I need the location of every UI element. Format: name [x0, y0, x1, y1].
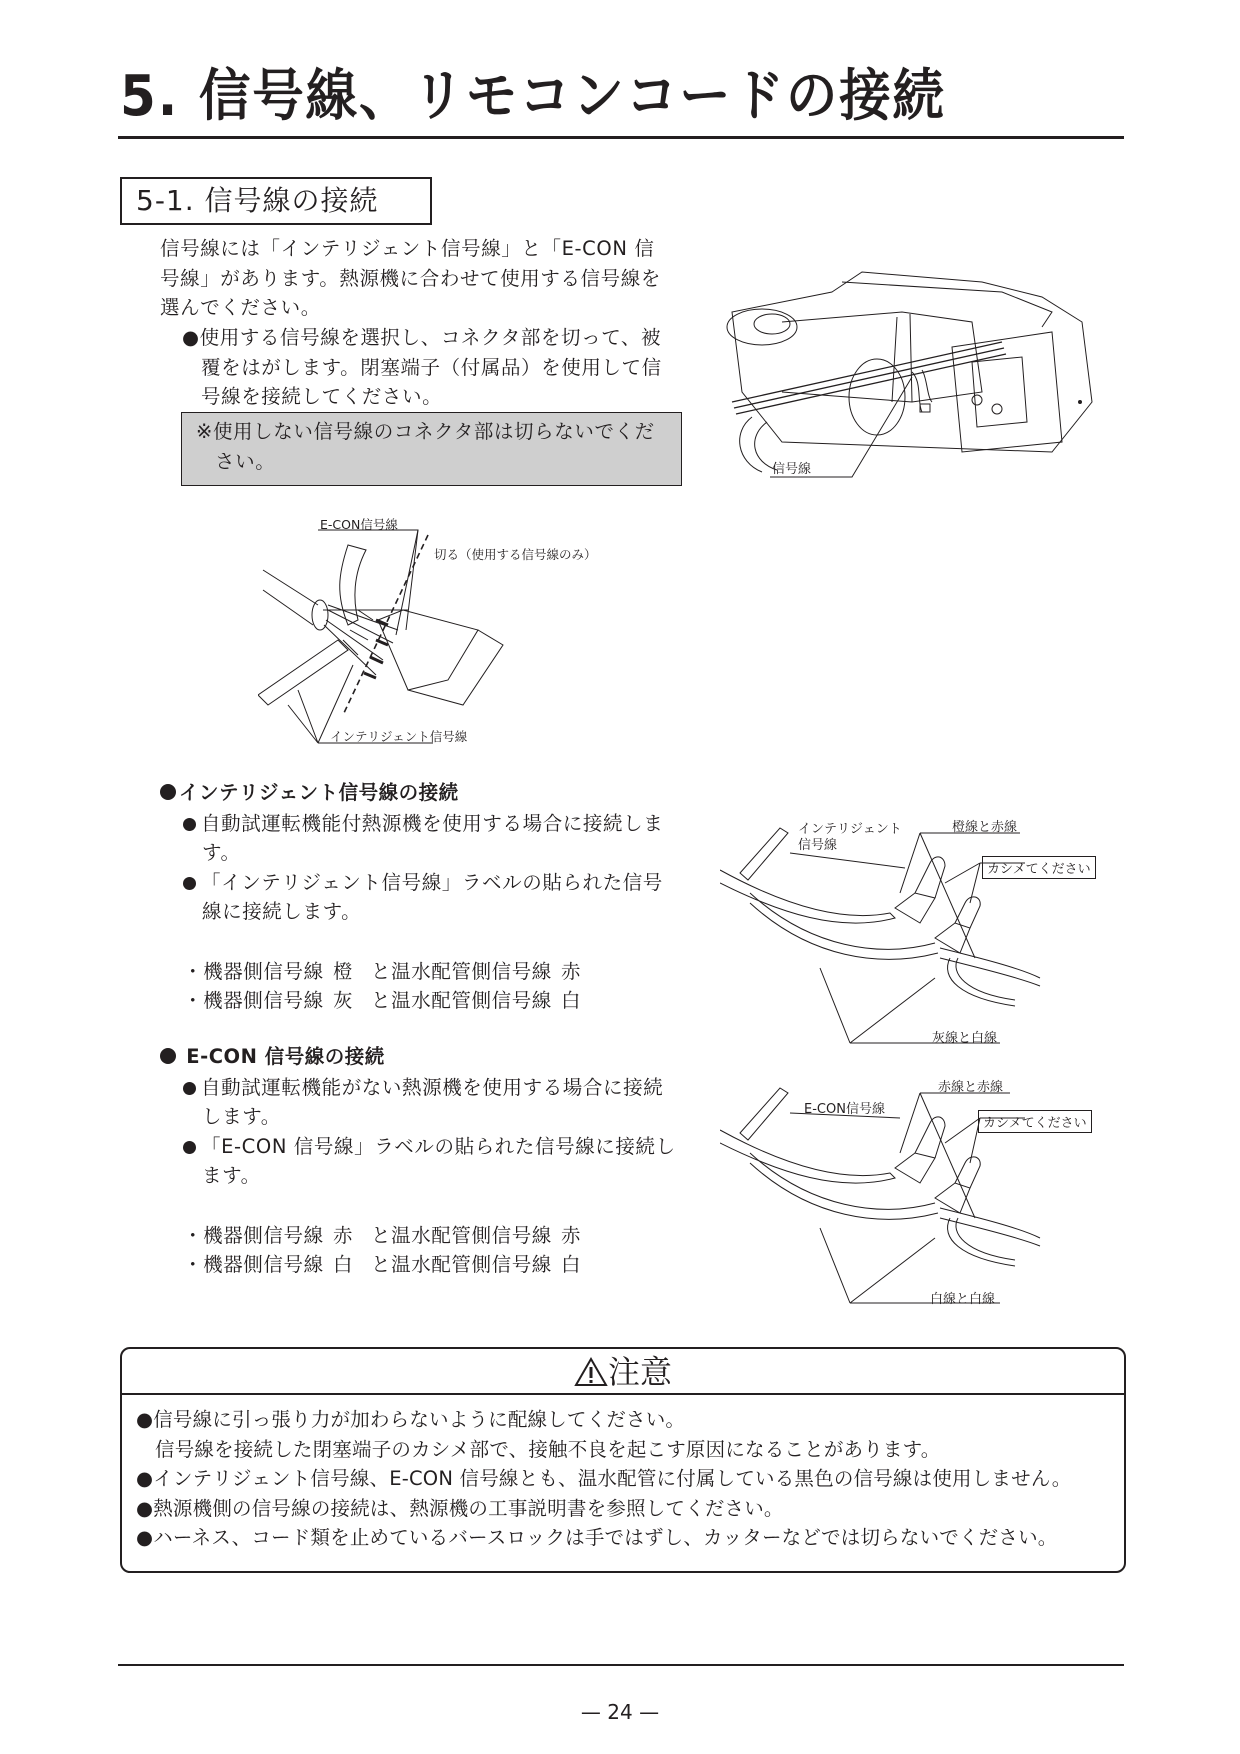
econ-wire-label: E-CON信号線 — [804, 1102, 885, 1117]
title-rule — [118, 136, 1124, 139]
intelligent-wire-label: インテリジェント信号線 — [330, 729, 468, 744]
caution-line: ●インテリジェント信号線、E-CON 信号線とも、温水配管に付属している黒色の信号線は使用しません。 — [136, 1467, 1072, 1491]
note-line: ※使用しない信号線のコネクタ部は切らないでくだ — [196, 420, 655, 443]
intro-bullet — [182, 323, 682, 412]
caution-body — [136, 1405, 1114, 1553]
econ-heading — [160, 1042, 700, 1072]
bottom-pair-label: 白線と白線 — [930, 1292, 996, 1307]
wire-pair-row: ・機器側信号線 灰 と温水配管側信号線 白 — [183, 989, 582, 1012]
bullet-icon — [160, 1048, 176, 1064]
unit-signal-label: 信号線 — [772, 462, 812, 477]
bullet-icon — [183, 1082, 196, 1095]
intelligent-wire-label: インテリジェント — [798, 822, 902, 837]
top-pair-label: 橙線と赤線 — [952, 820, 1018, 835]
page-number: — 24 — — [580, 1700, 660, 1724]
intro-line: 信号線には「インテリジェント信号線」と「E-CON 信 — [160, 237, 655, 260]
wire-pair-row: ・機器側信号線 白 と温水配管側信号線 白 — [183, 1253, 582, 1276]
note-line: さい。 — [215, 449, 276, 473]
unit-illustration — [722, 252, 1102, 482]
crimp-label: カシメてください — [982, 856, 1096, 879]
econ-wire-label: E-CON信号線 — [320, 517, 398, 532]
bullet-icon — [183, 877, 196, 890]
intelligent-item: 自動試運転機能付熱源機を使用する場合に接続します。 — [183, 809, 680, 868]
note-box — [181, 412, 682, 486]
caution-header — [122, 1349, 1124, 1395]
intelligent-wire-label-2: 信号線 — [798, 838, 838, 853]
intelligent-join-diagram — [720, 808, 1120, 1053]
econ-section — [160, 1042, 700, 1280]
intro-line: 選んでください。 — [160, 296, 321, 319]
section-title: 5-1. 信号線の接続 — [120, 177, 432, 225]
caution-line: 信号線を接続した閉塞端子のカシメ部で、接触不良を起こす原因になることがあります。 — [155, 1437, 941, 1461]
cut-label: 切る（使用する信号線のみ） — [434, 547, 597, 562]
econ-heading-text: E-CON 信号線の接続 — [186, 1045, 385, 1068]
econ-item: 「E-CON 信号線」ラベルの貼られた信号線に接続します。 — [183, 1132, 680, 1191]
warning-triangle-icon — [574, 1357, 608, 1387]
intro-bullet-line: 号線を接続してください。 — [201, 385, 443, 408]
wire-pair-row: ・機器側信号線 橙 と温水配管側信号線 赤 — [183, 959, 582, 983]
caution-box — [120, 1347, 1126, 1573]
intro-bullet-line: ●使用する信号線を選択し、コネクタ部を切って、被 — [182, 326, 662, 349]
intelligent-heading — [160, 778, 700, 808]
page-title: 5. 信号線、リモコンコードの接続 — [120, 64, 946, 129]
bullet-icon — [183, 1141, 196, 1154]
wire-pair-row: ・機器側信号線 赤 と温水配管側信号線 赤 — [183, 1223, 582, 1247]
crimp-label: カシメてください — [978, 1110, 1092, 1133]
bullet-icon — [160, 784, 176, 800]
caution-line: ●信号線に引っ張り力が加わらないように配線してください。 — [136, 1408, 686, 1431]
top-pair-label: 赤線と赤線 — [938, 1080, 1004, 1095]
caution-title: 注意 — [607, 1353, 672, 1391]
bottom-pair-label: 灰線と白線 — [932, 1031, 998, 1046]
connector-cut-diagram — [258, 515, 638, 750]
intelligent-item: 「インテリジェント信号線」ラベルの貼られた信号線に接続します。 — [183, 868, 680, 927]
econ-join-diagram — [720, 1068, 1120, 1313]
footer-rule — [118, 1664, 1124, 1666]
econ-item: 自動試運転機能がない熱源機を使用する場合に接続します。 — [183, 1073, 680, 1132]
caution-line: ●ハーネス、コード類を止めているバースロックは手ではずし、カッターなどでは切らないでください。 — [136, 1526, 1058, 1550]
bullet-icon — [183, 818, 196, 831]
caution-line: ●熱源機側の信号線の接続は、熱源機の工事説明書を参照してください。 — [136, 1496, 784, 1520]
intro-bullet-line: 覆をはがします。閉塞端子（付属品）を使用して信 — [201, 355, 662, 379]
intelligent-section — [160, 778, 700, 1016]
intro-paragraph — [160, 234, 680, 323]
intelligent-heading-text: インテリジェント信号線の接続 — [179, 781, 459, 804]
intro-line: 号線」があります。熱源機に合わせて使用する信号線を — [160, 266, 661, 290]
